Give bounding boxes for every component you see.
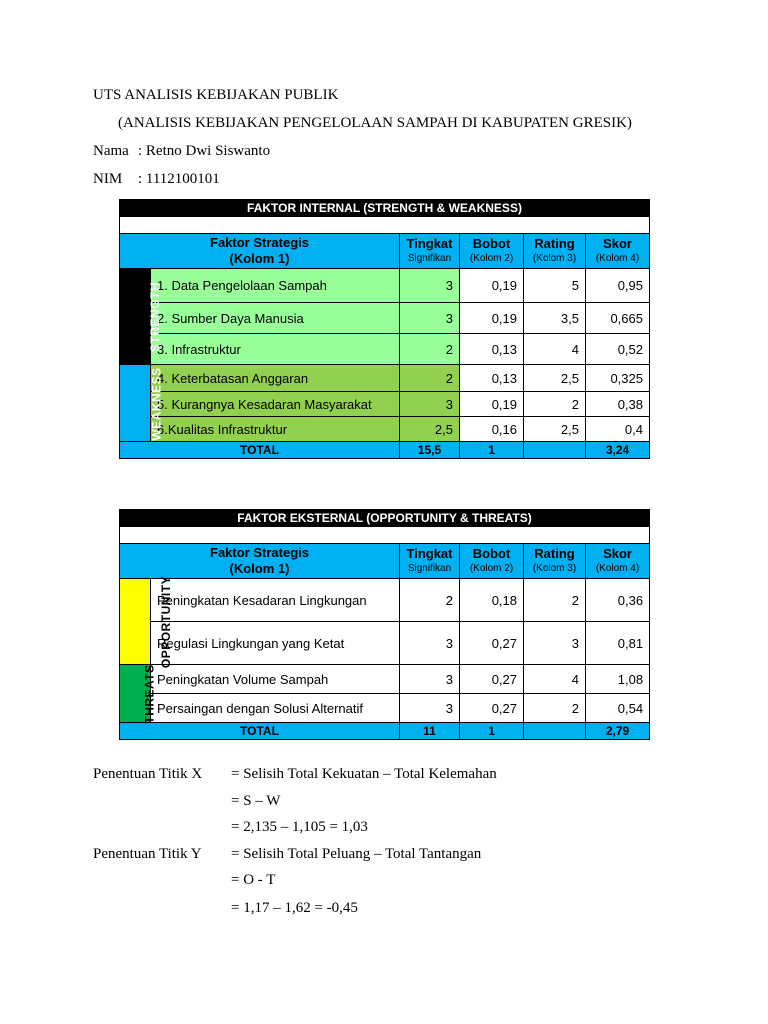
skor-cell: 0,36: [586, 579, 650, 622]
faktor-cell: 4. Keterbatasan Anggaran: [151, 365, 400, 392]
header-faktor-label: Faktor Strategis: [210, 545, 309, 560]
internal-factors-table: [119, 199, 650, 459]
rating-cell: 4: [524, 665, 586, 694]
tingkat-cell: 3: [400, 303, 460, 334]
header-rating-label: Rating: [534, 236, 575, 251]
faktor-cell: 1. Data Pengelolaan Sampah: [151, 269, 400, 303]
blank-row: [120, 217, 650, 234]
titik-y-line-1: = Selisih Total Peluang – Total Tantangan: [231, 846, 482, 862]
skor-cell: 0,54: [586, 694, 650, 723]
nim-label: NIM: [93, 171, 123, 187]
skor-cell: 0,665: [586, 303, 650, 334]
rating-cell: 5: [524, 269, 586, 303]
table-row: [120, 417, 650, 442]
total-row: [120, 723, 650, 740]
header-skor-label: Skor: [603, 546, 632, 561]
strength-side-label: [120, 269, 162, 365]
header-faktor-label: Faktor Strategis: [210, 235, 309, 250]
tingkat-cell: 2: [400, 365, 460, 392]
table-row: [120, 694, 650, 723]
rating-cell: 2: [524, 392, 586, 417]
table-row: [120, 269, 650, 303]
header-bobot-sub: (Kolom 2): [469, 563, 514, 574]
titik-x-line-1: = Selisih Total Kekuatan – Total Kelemahan: [231, 766, 497, 782]
table-row: [120, 365, 650, 392]
header-faktor: [120, 234, 400, 269]
header-rating: [524, 544, 586, 579]
rating-cell: 2,5: [524, 417, 586, 442]
nama-label: Nama: [93, 143, 129, 159]
nama-value: : Retno Dwi Siswanto: [138, 143, 271, 159]
faktor-cell: 3. Infrastruktur: [151, 334, 400, 365]
table-title-row: [120, 510, 650, 527]
bobot-cell: 0,27: [460, 622, 524, 665]
tingkat-cell: 3: [400, 392, 460, 417]
rating-cell: 2,5: [524, 365, 586, 392]
rating-cell: 2: [524, 579, 586, 622]
titik-x-line-3: = 2,135 – 1,105 = 1,03: [231, 819, 368, 835]
titik-y-line-3: = 1,17 – 1,62 = -0,45: [231, 900, 358, 916]
table-header-row: [120, 234, 650, 269]
bobot-cell: 0,19: [460, 392, 524, 417]
header-rating-label: Rating: [534, 546, 575, 561]
skor-cell: 0,4: [586, 417, 650, 442]
rating-cell: 2: [524, 694, 586, 723]
tingkat-cell: 2: [400, 579, 460, 622]
document-subtitle: (ANALISIS KEBIJAKAN PENGELOLAAN SAMPAH DI KABUPATEN GRESIK): [118, 115, 632, 131]
bobot-cell: 0,19: [460, 269, 524, 303]
header-bobot-label: Bobot: [472, 546, 511, 561]
nim-value: : 1112100101: [138, 171, 220, 187]
bobot-cell: 0,18: [460, 579, 524, 622]
faktor-cell: Persaingan dengan Solusi Alternatif: [151, 694, 400, 723]
header-skor-label: Skor: [603, 236, 632, 251]
bobot-cell: 0,19: [460, 303, 524, 334]
total-skor: 2,79: [586, 723, 650, 740]
document-title: UTS ANALISIS KEBIJAKAN PUBLIK: [93, 87, 339, 103]
faktor-cell: Peningkatan Volume Sampah: [151, 665, 400, 694]
table-row: [120, 303, 650, 334]
total-rating: [524, 442, 586, 459]
skor-cell: 0,325: [586, 365, 650, 392]
rating-cell: 3,5: [524, 303, 586, 334]
header-bobot: [460, 234, 524, 269]
opportunity-side-label: [120, 575, 174, 669]
faktor-cell: Regulasi Lingkungan yang Ketat: [151, 622, 400, 665]
header-bobot-sub: (Kolom 2): [469, 253, 514, 264]
total-label: TOTAL: [120, 723, 400, 740]
header-rating-sub: (Kolom 3): [532, 563, 577, 574]
bobot-cell: 0,16: [460, 417, 524, 442]
tingkat-cell: 3: [400, 694, 460, 723]
total-rating: [524, 723, 586, 740]
strength-label: STRENGTH: [148, 282, 162, 352]
external-factors-table: [119, 509, 650, 740]
threats-side-label: [120, 664, 157, 724]
total-bobot: 1: [460, 442, 524, 459]
header-tingkat-label: Tingkat: [406, 546, 453, 561]
threats-label: THREATS: [142, 664, 157, 724]
bobot-cell: 0,13: [460, 365, 524, 392]
blank-row: [120, 527, 650, 544]
table-row: [120, 579, 650, 622]
opportunity-label: OPPORTUNITY: [159, 575, 174, 669]
header-rating: [524, 234, 586, 269]
faktor-cell: 2. Sumber Daya Manusia: [151, 303, 400, 334]
header-skor-sub: (Kolom 4): [595, 563, 640, 574]
external-table-title: FAKTOR EKSTERNAL (OPPORTUNITY & THREATS): [120, 510, 650, 527]
header-tingkat-label: Tingkat: [406, 236, 453, 251]
table-row: [120, 334, 650, 365]
weakness-side-label: [120, 365, 164, 442]
skor-cell: 0,95: [586, 269, 650, 303]
titik-y-label: Penentuan Titik Y: [93, 846, 202, 862]
tingkat-cell: 3: [400, 269, 460, 303]
tingkat-cell: 3: [400, 622, 460, 665]
total-tingkat: 11: [400, 723, 460, 740]
table-row: [120, 392, 650, 417]
rating-cell: 3: [524, 622, 586, 665]
header-faktor-sub: (Kolom 1): [229, 561, 290, 576]
skor-cell: 0,81: [586, 622, 650, 665]
titik-x-line-2: = S – W: [231, 793, 281, 809]
skor-cell: 0,38: [586, 392, 650, 417]
total-bobot: 1: [460, 723, 524, 740]
total-tingkat: 15,5: [400, 442, 460, 459]
faktor-cell: 6.Kualitas Infrastruktur: [151, 417, 400, 442]
titik-y-line-2: = O - T: [231, 872, 276, 888]
header-tingkat-sub: Signifikan: [407, 253, 452, 264]
skor-cell: 1,08: [586, 665, 650, 694]
titik-x-label: Penentuan Titik X: [93, 766, 203, 782]
table-header-row: [120, 544, 650, 579]
header-faktor: [120, 544, 400, 579]
header-skor: [586, 544, 650, 579]
header-tingkat: [400, 544, 460, 579]
header-faktor-sub: (Kolom 1): [229, 251, 290, 266]
total-label: TOTAL: [120, 442, 400, 459]
header-tingkat: [400, 234, 460, 269]
table-row: [120, 622, 650, 665]
header-skor-sub: (Kolom 4): [595, 253, 640, 264]
tingkat-cell: 3: [400, 665, 460, 694]
header-tingkat-sub: Signifikan: [407, 563, 452, 574]
weakness-label: WEAKNESS: [149, 366, 164, 441]
skor-cell: 0,52: [586, 334, 650, 365]
bobot-cell: 0,13: [460, 334, 524, 365]
faktor-cell: 5. Kurangnya Kesadaran Masyarakat: [151, 392, 400, 417]
internal-table-title: FAKTOR INTERNAL (STRENGTH & WEAKNESS): [120, 200, 650, 217]
bobot-cell: 0,27: [460, 694, 524, 723]
table-row: [120, 665, 650, 694]
total-row: [120, 442, 650, 459]
header-rating-sub: (Kolom 3): [532, 253, 577, 264]
tingkat-cell: 2: [400, 334, 460, 365]
header-bobot-label: Bobot: [472, 236, 511, 251]
tingkat-cell: 2,5: [400, 417, 460, 442]
table-title-row: [120, 200, 650, 217]
total-skor: 3,24: [586, 442, 650, 459]
faktor-cell: Peningkatan Kesadaran Lingkungan: [151, 579, 400, 622]
header-skor: [586, 234, 650, 269]
rating-cell: 4: [524, 334, 586, 365]
bobot-cell: 0,27: [460, 665, 524, 694]
header-bobot: [460, 544, 524, 579]
